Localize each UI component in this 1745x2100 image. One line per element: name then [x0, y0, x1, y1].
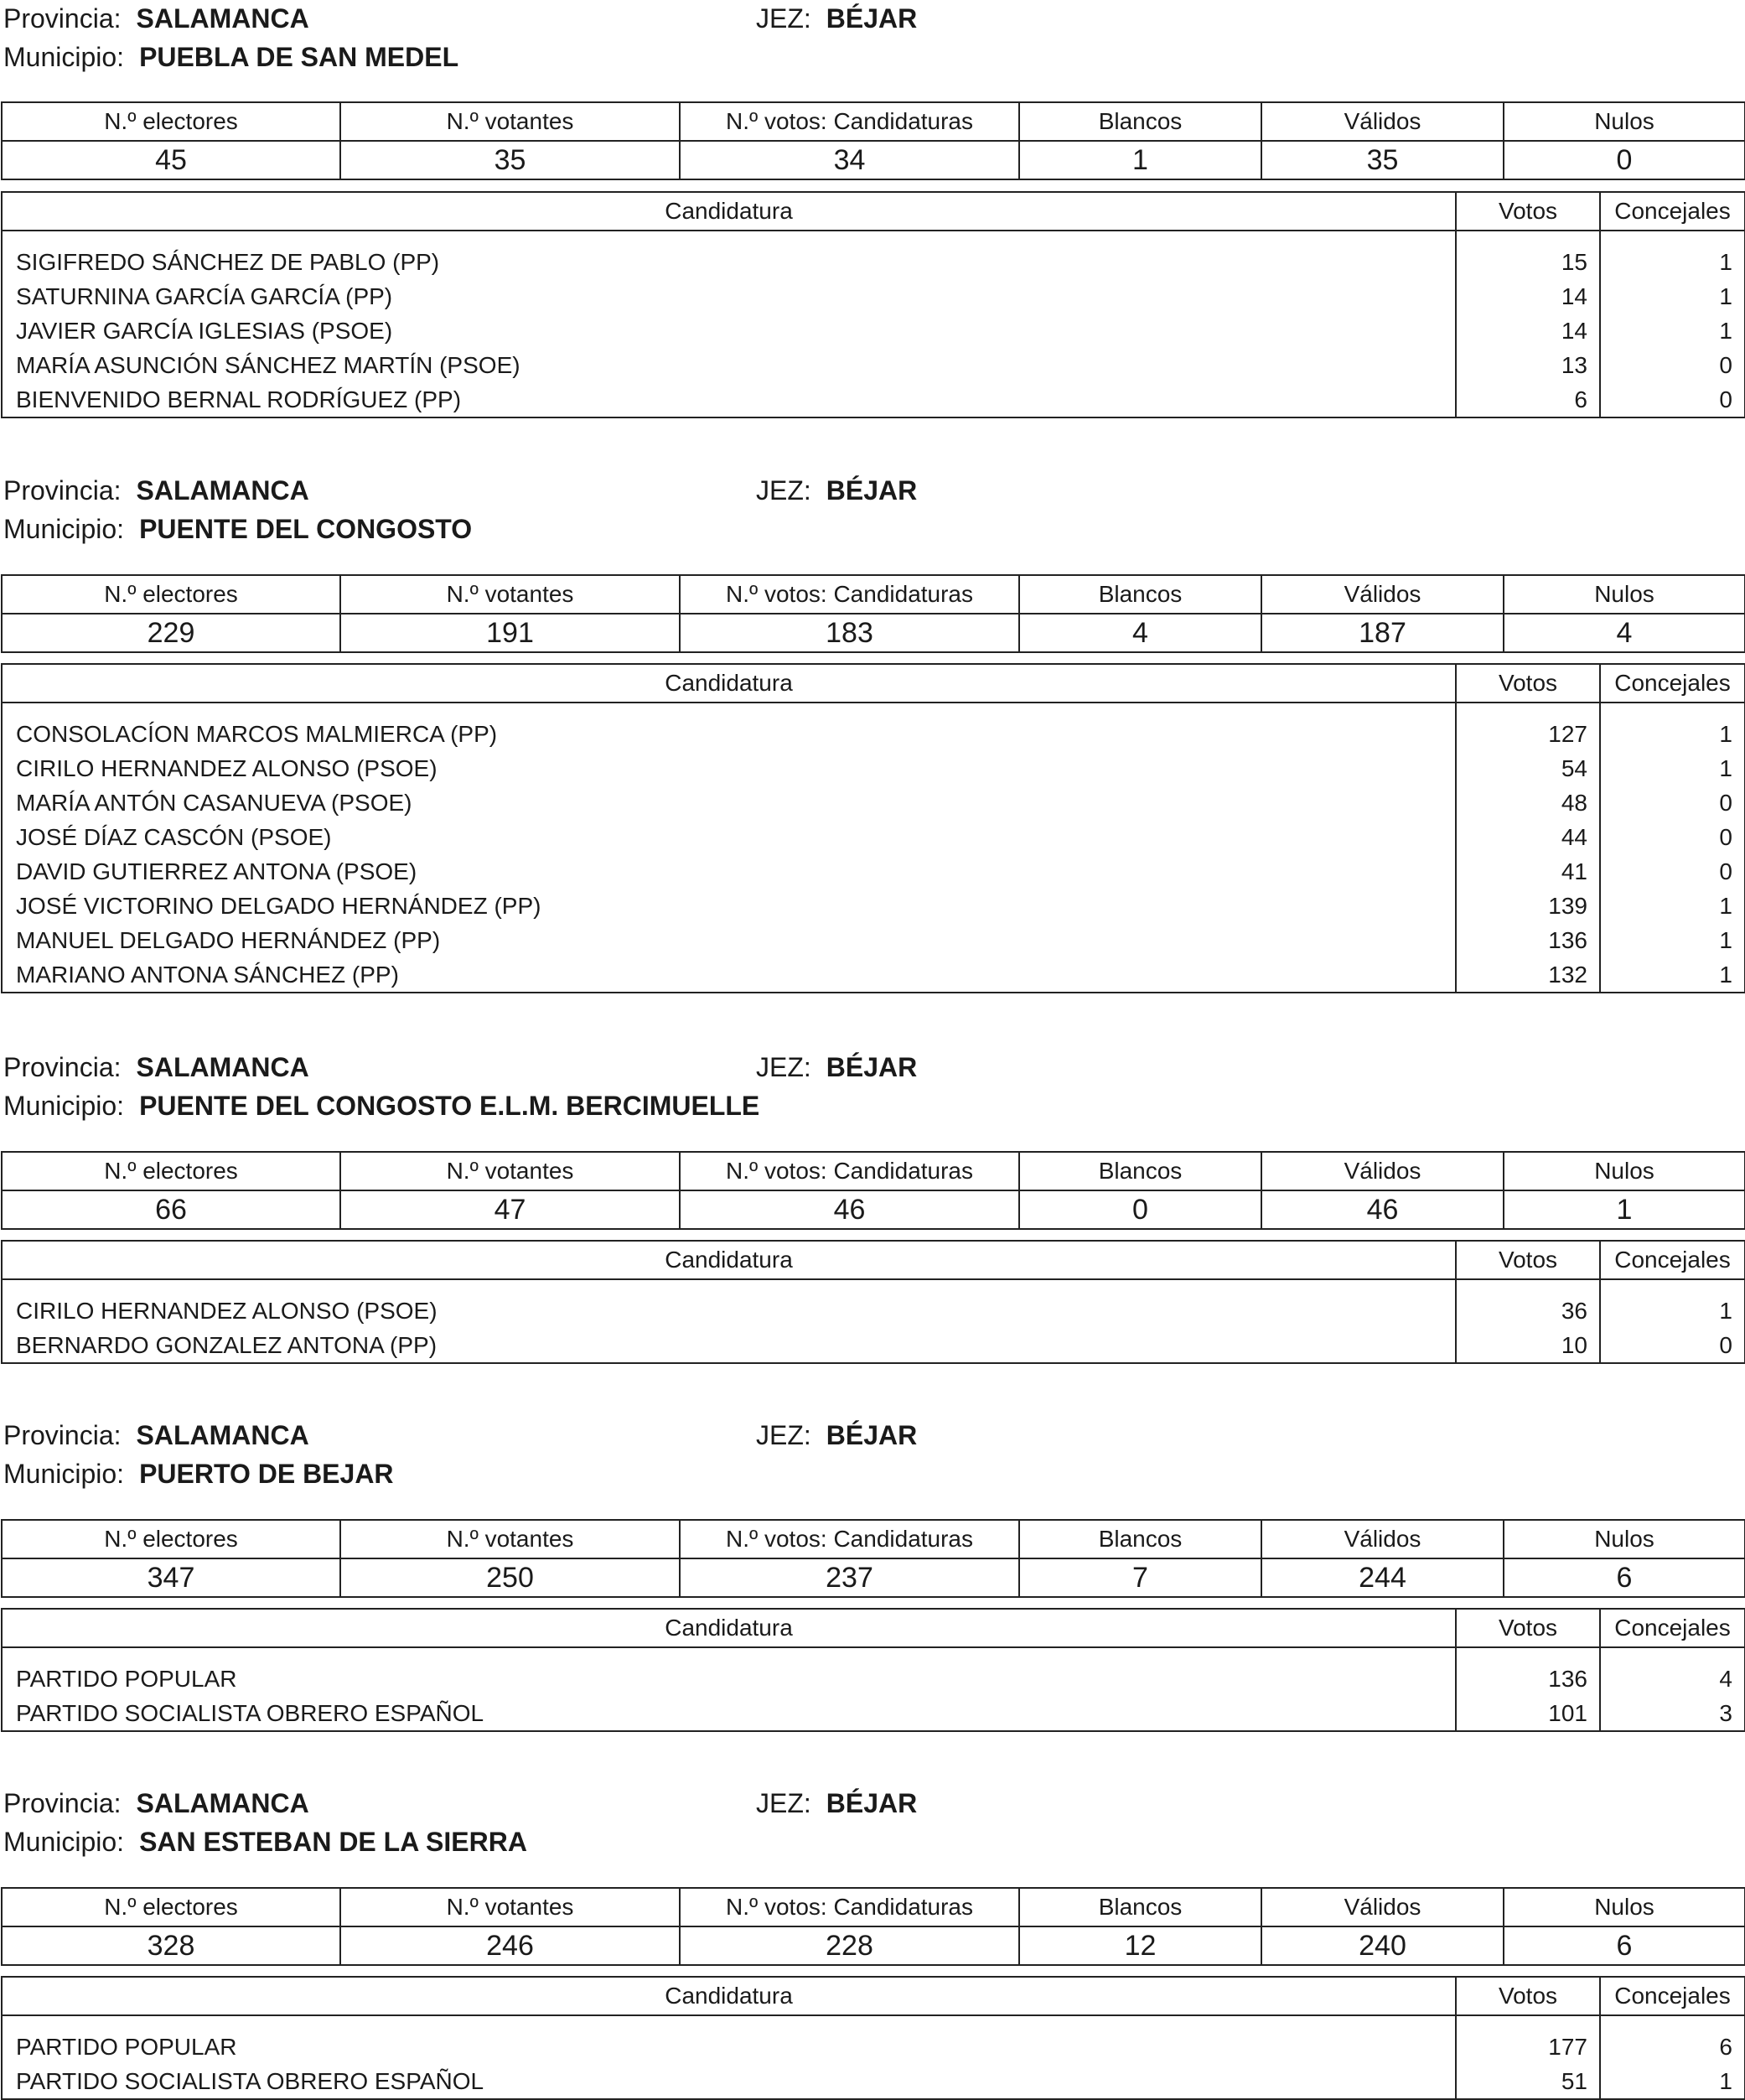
candidates-header-cell: Votos: [1456, 192, 1600, 231]
stats-table: [1, 101, 1745, 180]
candidate-name: PARTIDO SOCIALISTA OBRERO ESPAÑOL: [2, 2064, 1456, 2099]
jez-line: [756, 1785, 917, 1822]
candidate-concejales: 1: [1600, 703, 1745, 751]
candidate-row: [2, 1328, 1745, 1363]
candidate-concejales: 1: [1600, 957, 1745, 993]
stats-header-cell: Nulos: [1504, 575, 1745, 614]
provincia-line: [3, 1417, 309, 1454]
candidate-row: [2, 703, 1745, 751]
stats-value-cell: 46: [1261, 1190, 1504, 1229]
stats-value-cell: 183: [680, 614, 1019, 652]
stats-header-row: [2, 1152, 1745, 1190]
stats-value-cell: 229: [2, 614, 340, 652]
stats-values-row: [2, 1558, 1745, 1597]
candidates-header-cell: Concejales: [1600, 1241, 1745, 1279]
candidate-concejales: 6: [1600, 2015, 1745, 2064]
candidate-name: MARÍA ANTÓN CASANUEVA (PSOE): [2, 786, 1456, 820]
candidates-header-row: [2, 192, 1745, 231]
provincia-value: SALAMANCA: [136, 475, 309, 506]
stats-value-cell: 240: [1261, 1926, 1504, 1965]
candidates-header-row: [2, 664, 1745, 703]
stats-value-cell: 244: [1261, 1558, 1504, 1597]
candidate-row: [2, 854, 1745, 889]
candidate-name: CIRILO HERNANDEZ ALONSO (PSOE): [2, 751, 1456, 786]
stats-header-cell: N.º votantes: [340, 102, 680, 141]
municipio-label: Municipio:: [3, 1827, 125, 1857]
municipio-label: Municipio:: [3, 514, 125, 544]
jez-value: BÉJAR: [826, 475, 918, 506]
candidate-votos: 14: [1456, 314, 1600, 348]
candidate-name: BERNARDO GONZALEZ ANTONA (PP): [2, 1328, 1456, 1363]
stats-value-cell: 347: [2, 1558, 340, 1597]
stats-value-cell: 4: [1019, 614, 1261, 652]
stats-values-row: [2, 141, 1745, 179]
jez-label: JEZ:: [756, 3, 811, 34]
stats-values-row: [2, 614, 1745, 652]
stats-header-cell: N.º electores: [2, 1520, 340, 1558]
stats-header-cell: Válidos: [1261, 102, 1504, 141]
candidate-row: [2, 786, 1745, 820]
jez-value: BÉJAR: [826, 3, 918, 34]
candidates-table: [1, 191, 1745, 418]
candidate-votos: 6: [1456, 382, 1600, 417]
stats-header-cell: N.º electores: [2, 1152, 340, 1190]
candidates-table: [1, 1976, 1745, 2100]
stats-value-cell: 35: [340, 141, 680, 179]
stats-header-row: [2, 1888, 1745, 1926]
stats-header-cell: N.º votos: Candidaturas: [680, 1520, 1019, 1558]
candidates-table: [1, 1608, 1745, 1732]
jez-label: JEZ:: [756, 1420, 811, 1450]
candidate-name: SATURNINA GARCÍA GARCÍA (PP): [2, 279, 1456, 314]
municipio-value: PUENTE DEL CONGOSTO: [139, 514, 473, 544]
stats-header-row: [2, 1520, 1745, 1558]
stats-table: [1, 1151, 1745, 1230]
candidate-row: [2, 820, 1745, 854]
candidate-name: BIENVENIDO BERNAL RODRÍGUEZ (PP): [2, 382, 1456, 417]
candidate-concejales: 1: [1600, 314, 1745, 348]
stats-value-cell: 4: [1504, 614, 1745, 652]
candidate-votos: 127: [1456, 703, 1600, 751]
candidates-header-cell: Candidatura: [2, 1241, 1456, 1279]
stats-header-cell: Nulos: [1504, 1520, 1745, 1558]
stats-header-cell: N.º votantes: [340, 1520, 680, 1558]
candidate-votos: 44: [1456, 820, 1600, 854]
stats-header-cell: N.º votos: Candidaturas: [680, 575, 1019, 614]
candidates-table: [1, 663, 1745, 993]
candidate-name: MARÍA ASUNCIÓN SÁNCHEZ MARTÍN (PSOE): [2, 348, 1456, 382]
provincia-label: Provincia:: [3, 1052, 122, 1082]
candidates-header-cell: Candidatura: [2, 1609, 1456, 1647]
candidate-row: [2, 231, 1745, 279]
candidate-votos: 41: [1456, 854, 1600, 889]
stats-header-cell: N.º electores: [2, 575, 340, 614]
provincia-line: [3, 472, 309, 509]
jez-label: JEZ:: [756, 475, 811, 506]
candidates-header-cell: Candidatura: [2, 1977, 1456, 2015]
candidate-name: JAVIER GARCÍA IGLESIAS (PSOE): [2, 314, 1456, 348]
municipio-line: [3, 1455, 394, 1492]
candidate-row: [2, 279, 1745, 314]
jez-label: JEZ:: [756, 1788, 811, 1818]
municipio-label: Municipio:: [3, 1459, 125, 1489]
candidate-row: [2, 1647, 1745, 1696]
stats-header-cell: Nulos: [1504, 1888, 1745, 1926]
stats-value-cell: 47: [340, 1190, 680, 1229]
stats-header-cell: Nulos: [1504, 1152, 1745, 1190]
candidate-row: [2, 889, 1745, 923]
provincia-value: SALAMANCA: [136, 1420, 309, 1450]
candidate-concejales: 1: [1600, 1279, 1745, 1328]
municipio-value: PUENTE DEL CONGOSTO E.L.M. BERCIMUELLE: [139, 1091, 760, 1121]
stats-value-cell: 45: [2, 141, 340, 179]
stats-value-cell: 46: [680, 1190, 1019, 1229]
municipio-value: PUERTO DE BEJAR: [139, 1459, 394, 1489]
stats-value-cell: 191: [340, 614, 680, 652]
candidate-row: [2, 382, 1745, 417]
candidate-name: MARIANO ANTONA SÁNCHEZ (PP): [2, 957, 1456, 993]
municipio-line: [3, 511, 472, 547]
candidate-votos: 48: [1456, 786, 1600, 820]
stats-header-cell: Nulos: [1504, 102, 1745, 141]
stats-header-cell: Blancos: [1019, 102, 1261, 141]
candidate-concejales: 3: [1600, 1696, 1745, 1731]
candidate-concejales: 1: [1600, 2064, 1745, 2099]
candidate-concejales: 1: [1600, 279, 1745, 314]
stats-header-cell: N.º votos: Candidaturas: [680, 102, 1019, 141]
stats-header-cell: Blancos: [1019, 1888, 1261, 1926]
jez-line: [756, 1049, 917, 1086]
stats-header-cell: N.º votantes: [340, 1152, 680, 1190]
provincia-label: Provincia:: [3, 1788, 122, 1818]
candidate-concejales: 1: [1600, 923, 1745, 957]
candidate-votos: 54: [1456, 751, 1600, 786]
stats-header-cell: Válidos: [1261, 1520, 1504, 1558]
candidate-concejales: 0: [1600, 854, 1745, 889]
candidate-row: [2, 1279, 1745, 1328]
candidates-header-cell: Concejales: [1600, 192, 1745, 231]
stats-value-cell: 35: [1261, 141, 1504, 179]
stats-value-cell: 328: [2, 1926, 340, 1965]
stats-header-cell: N.º electores: [2, 1888, 340, 1926]
jez-label: JEZ:: [756, 1052, 811, 1082]
candidate-votos: 13: [1456, 348, 1600, 382]
stats-value-cell: 0: [1504, 141, 1745, 179]
municipio-label: Municipio:: [3, 1091, 125, 1121]
stats-value-cell: 34: [680, 141, 1019, 179]
provincia-value: SALAMANCA: [136, 1788, 309, 1818]
candidates-header-cell: Candidatura: [2, 664, 1456, 703]
candidate-row: [2, 348, 1745, 382]
provincia-line: [3, 1049, 309, 1086]
stats-header-cell: Válidos: [1261, 575, 1504, 614]
jez-line: [756, 0, 917, 37]
stats-header-cell: Blancos: [1019, 1520, 1261, 1558]
candidates-header-cell: Votos: [1456, 1609, 1600, 1647]
stats-header-cell: Válidos: [1261, 1888, 1504, 1926]
candidate-concejales: 1: [1600, 231, 1745, 279]
stats-value-cell: 12: [1019, 1926, 1261, 1965]
candidates-header-row: [2, 1241, 1745, 1279]
jez-line: [756, 1417, 917, 1454]
provincia-line: [3, 0, 309, 37]
candidate-name: PARTIDO POPULAR: [2, 1647, 1456, 1696]
candidate-name: CIRILO HERNANDEZ ALONSO (PSOE): [2, 1279, 1456, 1328]
stats-value-cell: 7: [1019, 1558, 1261, 1597]
candidates-header-cell: Concejales: [1600, 1977, 1745, 2015]
stats-table: [1, 574, 1745, 653]
provincia-label: Provincia:: [3, 1420, 122, 1450]
candidate-votos: 139: [1456, 889, 1600, 923]
candidate-row: [2, 1696, 1745, 1731]
provincia-label: Provincia:: [3, 3, 122, 34]
candidate-concejales: 0: [1600, 1328, 1745, 1363]
candidate-name: CONSOLACÍON MARCOS MALMIERCA (PP): [2, 703, 1456, 751]
jez-line: [756, 472, 917, 509]
candidate-row: [2, 751, 1745, 786]
stats-header-cell: Válidos: [1261, 1152, 1504, 1190]
stats-value-cell: 237: [680, 1558, 1019, 1597]
candidate-name: JOSÉ DÍAZ CASCÓN (PSOE): [2, 820, 1456, 854]
candidate-name: PARTIDO SOCIALISTA OBRERO ESPAÑOL: [2, 1696, 1456, 1731]
municipio-line: [3, 1087, 759, 1124]
candidate-name: SIGIFREDO SÁNCHEZ DE PABLO (PP): [2, 231, 1456, 279]
provincia-value: SALAMANCA: [136, 1052, 309, 1082]
stats-header-cell: N.º votantes: [340, 1888, 680, 1926]
candidate-name: DAVID GUTIERREZ ANTONA (PSOE): [2, 854, 1456, 889]
candidates-header-cell: Candidatura: [2, 192, 1456, 231]
candidate-votos: 15: [1456, 231, 1600, 279]
candidates-header-row: [2, 1609, 1745, 1647]
stats-table: [1, 1887, 1745, 1966]
candidates-header-row: [2, 1977, 1745, 2015]
provincia-label: Provincia:: [3, 475, 122, 506]
stats-header-cell: Blancos: [1019, 1152, 1261, 1190]
candidate-row: [2, 957, 1745, 993]
municipio-value: PUEBLA DE SAN MEDEL: [139, 42, 459, 72]
municipio-line: [3, 1823, 527, 1860]
stats-values-row: [2, 1926, 1745, 1965]
jez-value: BÉJAR: [826, 1788, 918, 1818]
stats-header-cell: Blancos: [1019, 575, 1261, 614]
stats-table: [1, 1519, 1745, 1598]
stats-header-cell: N.º votos: Candidaturas: [680, 1152, 1019, 1190]
candidates-header-cell: Concejales: [1600, 664, 1745, 703]
candidate-row: [2, 923, 1745, 957]
candidate-votos: 132: [1456, 957, 1600, 993]
municipio-label: Municipio:: [3, 42, 125, 72]
stats-value-cell: 187: [1261, 614, 1504, 652]
municipio-value: SAN ESTEBAN DE LA SIERRA: [139, 1827, 527, 1857]
candidate-votos: 101: [1456, 1696, 1600, 1731]
stats-header-cell: N.º electores: [2, 102, 340, 141]
candidate-concejales: 1: [1600, 889, 1745, 923]
stats-value-cell: 1: [1019, 141, 1261, 179]
provincia-line: [3, 1785, 309, 1822]
stats-value-cell: 6: [1504, 1926, 1745, 1965]
candidate-votos: 136: [1456, 1647, 1600, 1696]
candidate-votos: 177: [1456, 2015, 1600, 2064]
candidate-votos: 136: [1456, 923, 1600, 957]
candidate-row: [2, 2015, 1745, 2064]
candidate-name: PARTIDO POPULAR: [2, 2015, 1456, 2064]
candidate-row: [2, 314, 1745, 348]
candidate-concejales: 1: [1600, 751, 1745, 786]
candidate-votos: 36: [1456, 1279, 1600, 1328]
stats-value-cell: 246: [340, 1926, 680, 1965]
municipio-line: [3, 39, 458, 75]
candidate-concejales: 0: [1600, 382, 1745, 417]
stats-header-cell: N.º votantes: [340, 575, 680, 614]
candidate-votos: 51: [1456, 2064, 1600, 2099]
stats-header-row: [2, 575, 1745, 614]
candidate-concejales: 0: [1600, 820, 1745, 854]
candidate-concejales: 4: [1600, 1647, 1745, 1696]
candidates-header-cell: Concejales: [1600, 1609, 1745, 1647]
candidates-header-cell: Votos: [1456, 664, 1600, 703]
candidate-row: [2, 2064, 1745, 2099]
stats-value-cell: 1: [1504, 1190, 1745, 1229]
candidate-votos: 10: [1456, 1328, 1600, 1363]
provincia-value: SALAMANCA: [136, 3, 309, 34]
candidates-table: [1, 1240, 1745, 1364]
candidate-concejales: 0: [1600, 348, 1745, 382]
candidate-concejales: 0: [1600, 786, 1745, 820]
stats-value-cell: 250: [340, 1558, 680, 1597]
candidate-votos: 14: [1456, 279, 1600, 314]
stats-header-cell: N.º votos: Candidaturas: [680, 1888, 1019, 1926]
stats-header-row: [2, 102, 1745, 141]
jez-value: BÉJAR: [826, 1420, 918, 1450]
stats-value-cell: 6: [1504, 1558, 1745, 1597]
candidate-name: JOSÉ VICTORINO DELGADO HERNÁNDEZ (PP): [2, 889, 1456, 923]
candidates-header-cell: Votos: [1456, 1241, 1600, 1279]
candidate-name: MANUEL DELGADO HERNÁNDEZ (PP): [2, 923, 1456, 957]
stats-values-row: [2, 1190, 1745, 1229]
stats-value-cell: 0: [1019, 1190, 1261, 1229]
stats-value-cell: 66: [2, 1190, 340, 1229]
jez-value: BÉJAR: [826, 1052, 918, 1082]
candidates-header-cell: Votos: [1456, 1977, 1600, 2015]
stats-value-cell: 228: [680, 1926, 1019, 1965]
